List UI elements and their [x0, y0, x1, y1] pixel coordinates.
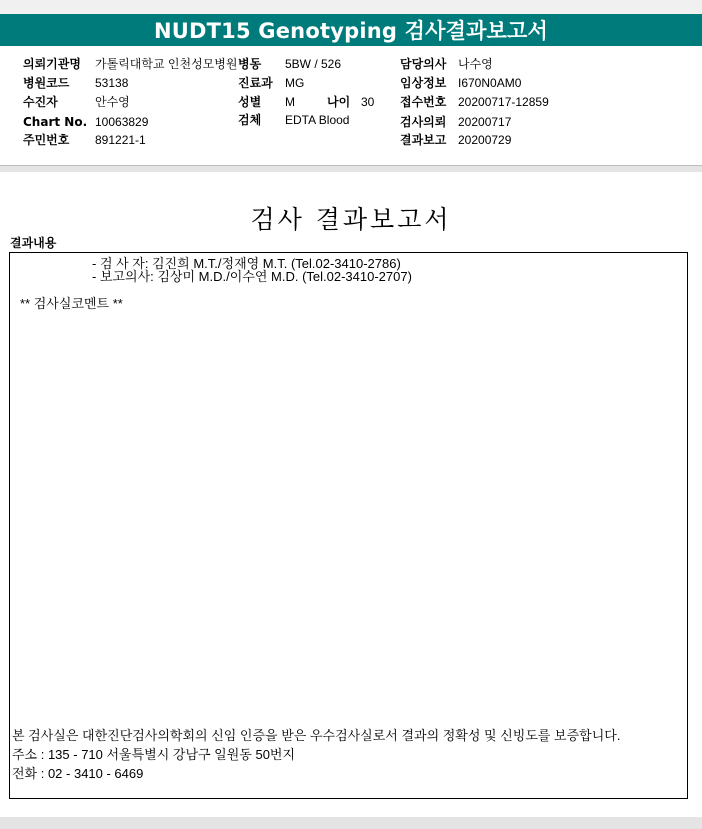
hospital-code-value: 53138: [95, 76, 129, 90]
report-date-label: 결과보고: [400, 133, 447, 147]
dept-value: MG: [285, 76, 305, 90]
report-title: 검사 결과보고서: [250, 205, 452, 234]
page-title: NUDT15 Genotyping 검사결과보고서: [153, 19, 549, 43]
hospital-label: 의뢰기관명: [23, 57, 81, 71]
receipt-number-value: 20200717-12859: [458, 95, 549, 109]
top-strip: [0, 0, 702, 14]
ward-label: 병동: [238, 57, 262, 71]
doctor-label: 담당의사: [400, 57, 447, 71]
age-value: 30: [361, 95, 375, 109]
page-title-banner: [0, 14, 702, 46]
clinical-info-value: I670N0AM0: [458, 76, 522, 90]
doctor-value: 나수영: [458, 57, 493, 71]
tester-line: - 검 사 자: 김진희 M.T./정재영 M.T. (Tel.02-3410-2786): [92, 256, 401, 271]
rrn-label: 주민번호: [23, 133, 70, 147]
patient-info-panel: [0, 46, 702, 166]
request-date-value: 20200717: [458, 115, 512, 129]
reporter-line: - 보고의사: 김상미 M.D./이수연 M.D. (Tel.02-3410-2707): [92, 269, 412, 284]
patient-label: 수진자: [23, 95, 58, 109]
specimen-label: 검체: [238, 113, 262, 127]
request-date-label: 검사의뢰: [400, 115, 447, 129]
report-date-value: 20200729: [458, 133, 512, 147]
address-text: 주소 : 135 - 710 서울특별시 강남구 일원동 50번지: [12, 747, 296, 762]
clinical-info-label: 임상정보: [400, 76, 447, 90]
hospital-value: 가톨릭대학교 인천성모병원: [95, 57, 238, 71]
phone-text: 전화 : 02 - 3410 - 6469: [12, 766, 144, 781]
lab-comment-header: ** 검사실코멘트 **: [20, 296, 123, 311]
certification-text: 본 검사실은 대한진단검사의학회의 신임 인증을 받은 우수검사실로서 결과의 정확성 및 신빙도를 보증합니다.: [12, 728, 621, 743]
ward-value: 5BW / 526: [285, 57, 342, 71]
patient-value: 안수영: [95, 95, 130, 109]
chart-no-value: 10063829: [95, 115, 149, 129]
sex-label: 성별: [238, 95, 262, 109]
chart-no-label: Chart No.: [23, 115, 88, 129]
dept-label: 진료과: [238, 76, 273, 90]
result-content-label: 결과내용: [10, 236, 57, 250]
result-content-box: [9, 252, 688, 799]
receipt-number-label: 접수번호: [400, 95, 447, 109]
rrn-value: 891221-1: [95, 133, 146, 147]
specimen-value: EDTA Blood: [285, 113, 350, 127]
bottom-strip: [0, 817, 702, 829]
age-label: 나이: [327, 95, 351, 109]
hospital-code-label: 병원코드: [23, 76, 70, 90]
sex-value: M: [285, 95, 295, 109]
report-section: [0, 172, 702, 817]
